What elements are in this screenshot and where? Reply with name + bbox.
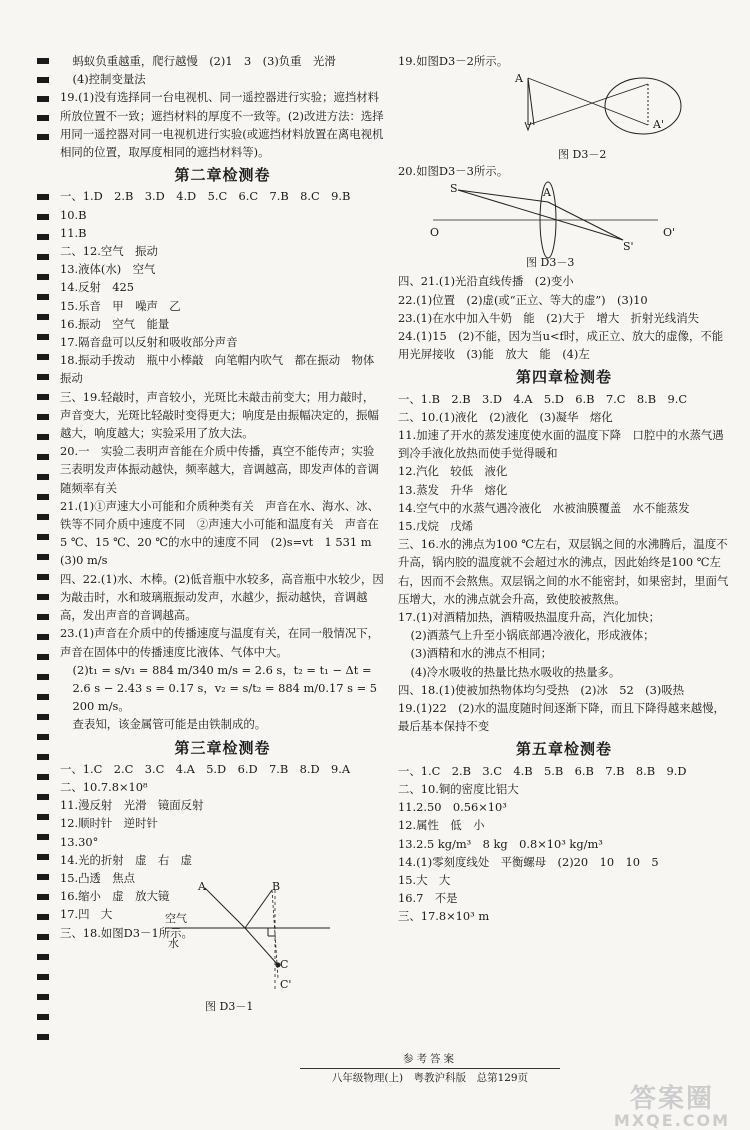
label-a: A: [198, 880, 206, 893]
answer-line: 15.乐音 甲 噪声 乙: [60, 298, 181, 313]
camera-diagram: [498, 70, 698, 142]
answer-line: 13.2.5 kg/m³ 8 kg 0.8×10³ kg/m³: [398, 836, 603, 851]
answer-line: 20.如图D3－3所示。: [398, 164, 509, 179]
answer-line: 16.缩小 虚 放大镜: [60, 889, 170, 904]
answer-line: 24.(1)15 (2)不能，因为当u<f时，成正立、放大的虚像，不能用光屏接收 (3)能 放大 能 (4)左: [398, 329, 724, 362]
label-a-prime: A': [653, 118, 664, 132]
answer-line: 11.2.50 0.56×10³: [398, 800, 507, 815]
answer-line: 三、19.轻敲时，声音较小，光斑比未敲击前变大；用力敲时，声音变大，光斑比轻敲时变得更大；响度是由振幅决定的，振幅越大，响度越大；实验采用了放大法。: [60, 389, 379, 441]
answer-line: 蚂蚁负重越重，爬行越慢 (2)1 3 (3)负重 光滑: [72, 54, 336, 68]
label-water: 水: [168, 937, 179, 950]
figure-d3-3: [398, 180, 730, 272]
chapter-heading: 第三章检测卷: [174, 738, 271, 757]
footer-title: 参考答案: [403, 1053, 457, 1065]
answer-line: (2)酒蒸气上升至小锅底部遇冷液化，形成液体；: [410, 628, 655, 643]
label-b: B: [272, 880, 281, 893]
chapter-heading: 第二章检测卷: [174, 166, 271, 185]
right-column: [398, 52, 730, 926]
answer-line: (3)酒精和水的沸点不相同；: [410, 646, 552, 661]
answer-line: 一、1.C 2.B 3.C 4.B 5.B 6.B 7.B 8.B 9.D: [398, 763, 687, 778]
answer-line: (4)控制变量法: [72, 72, 146, 87]
answer-line: 14.光的折射 虚 右 虚: [60, 852, 193, 867]
left-column: [60, 52, 385, 942]
label-s: S: [450, 182, 458, 196]
figure-d3-3-caption: 图 D3－3: [526, 256, 575, 270]
answer-line: 12.属性 低 小: [398, 818, 485, 833]
label-a: A: [515, 72, 523, 86]
answer-line: 16.7 不是: [398, 891, 458, 906]
chapter-heading: 第五章检测卷: [515, 740, 612, 759]
answer-line: 二、10.(1)液化 (2)液化 (3)凝华 熔化: [398, 409, 613, 424]
answer-line: 13.30°: [60, 834, 99, 849]
page-footer: [300, 1051, 560, 1085]
answer-line: 15.大 大: [398, 872, 451, 887]
answer-line: 二、10.铜的密度比铝大: [398, 781, 519, 796]
figure-d3-2-caption: 图 D3－2: [558, 148, 607, 162]
answer-line: 一、1.B 2.B 3.D 4.A 5.D 6.B 7.C 8.B 9.C: [398, 391, 688, 406]
answer-line: 11.漫反射 光滑 镜面反射: [60, 798, 204, 813]
answer-line: 三、17.8×10³ m: [398, 909, 490, 924]
answer-line: (4)冷水吸收的热量比热水吸收的热量多。: [410, 664, 621, 679]
figure-d3-1: [160, 880, 340, 1020]
label-s-prime: S': [623, 240, 634, 254]
answer-line: 三、18.如图D3－1所示。: [60, 925, 193, 940]
label-air: 空气: [165, 912, 187, 925]
answer-line: 三、16.水的沸点为100 ℃左右，双层锅之间的水沸腾后，温度不升高，锅内胶的温度就不会超过水的沸点，因此始终是100 ℃左右，因而不会熬焦。双层锅之间的水不能密封，如果密封，里面气压增大，水的沸点就会升高，致使胶被熬焦。: [398, 537, 729, 606]
answer-line: 15.戊烷 戊烯: [398, 519, 474, 534]
answer-line: 13.液体(水) 空气: [60, 262, 156, 277]
watermark: [602, 1078, 742, 1130]
answer-line: 19.(1)22 (2)水的温度随时间逐渐下降，而且下降得越来越慢，最后基本保持不变: [398, 701, 725, 734]
answer-line: 20.一 实验二表明声音能在介质中传播，真空不能传声；实验三表明发声体振动越快，频率越大，音调越高，即发声体的音调随频率有关: [60, 444, 379, 495]
answer-line: 12.顺时针 逆时针: [60, 816, 158, 831]
answer-line: 19.(1)没有选择同一台电视机、同一遥控器进行实验；遮挡材料所放位置不一致；遮挡材料的厚度不一致等。(2)改进方法：选择用同一遥控器对同一电视机进行实验(或遮挡材料放置在离电视机相同的位置，取厚度相同的遮挡材料等)。: [60, 90, 384, 160]
answer-line: 14.(1)零刻度线处 平衡螺母 (2)20 10 10 5: [398, 854, 659, 869]
label-a: A: [543, 186, 551, 200]
answer-line: 22.(1)位置 (2)虚(或“正立、等大的虚”) (3)10: [398, 292, 648, 307]
answer-line: 23.(1)在水中加入牛奶 能 (2)大于 增大 折射光线消失: [398, 310, 699, 325]
answer-line: 11.加速了开水的蒸发速度使水面的温度下降 口腔中的水蒸气遇到冷手液化放热而使手觉得暖和: [398, 428, 724, 461]
answer-line: 二、10.7.8×10⁸: [60, 779, 148, 794]
answer-line: 14.反射 425: [60, 280, 135, 295]
answer-line: 17.凹 大: [60, 907, 113, 922]
answer-line: 四、21.(1)光沿直线传播 (2)变小: [398, 274, 574, 289]
chapter-heading: 第四章检测卷: [515, 368, 612, 387]
answer-line: 12.汽化 较低 液化: [398, 464, 508, 479]
answer-line: 21.(1)①声速大小可能和介质种类有关 声音在水、海水、冰、铁等不同介质中速度不同 ②声速大小可能和温度有关 声音在5 ℃、15 ℃、20 ℃的水中的速度不同 (2)s=vt 1 531 m (3)0 m/s: [60, 498, 383, 568]
label-c-prime: C': [280, 978, 292, 991]
footer-info: 八年级物理(上) 粤教沪科版 总第129页: [300, 1068, 560, 1085]
answer-line: 23.(1)声音在介质中的传播速度与温度有关，在同一般情况下，声音在固体中的传播速度比液体、气体中大。: [60, 626, 380, 659]
answer-line: 17.(1)对酒精加热，酒精吸热温度升高，汽化加快；: [398, 610, 661, 625]
answer-line: 18.振动手拨动 瓶中小棒敲 向笔帽内吹气 都在振动 物体振动: [60, 353, 375, 386]
label-o-prime: O': [663, 226, 676, 240]
watermark-bottom: MXQE.COM: [613, 1111, 731, 1130]
answer-line: 17.隔音盘可以反射和吸收部分声音: [60, 335, 238, 350]
answer-line: 13.蒸发 升华 熔化: [398, 482, 508, 497]
answer-line: 16.振动 空气 能量: [60, 316, 170, 331]
answer-line: 一、1.C 2.C 3.C 4.A 5.D 6.D 7.B 8.D 9.A: [60, 761, 351, 776]
watermark-top: 答案圈: [629, 1084, 714, 1114]
answer-line: 11.B: [60, 225, 87, 240]
refraction-diagram: [160, 880, 340, 995]
answer-line: (2)t₁ = s/v₁ = 884 m/340 m/s = 2.6 s，t₂ = t₁ − Δt = 2.6 s − 2.43 s = 0.17 s，v₂ = s/t₂ = 884 m/0.17 s = 5 200 m/s。: [72, 662, 377, 714]
answer-line: 四、18.(1)使被加热物体均匀受热 (2)冰 52 (3)吸热: [398, 682, 685, 697]
answer-line: 四、22.(1)水、木棒。(2)低音瓶中水较多，高音瓶中水较少，因为敲击时，水和玻璃瓶振动发声，水越少，振动越快，音调越高，发出声音的音调越高。: [60, 571, 384, 623]
answer-line: 15.凸透 焦点: [60, 870, 136, 885]
label-o: O: [430, 226, 440, 240]
answer-line: 查表知，该金属管可能是由铁制成的。: [72, 717, 267, 732]
figure-d3-2: [398, 70, 730, 162]
answer-line: 14.空气中的水蒸气遇冷液化 水被油膜覆盖 水不能蒸发: [398, 500, 690, 515]
figure-d3-1-caption: 图 D3－1: [205, 1000, 254, 1013]
answer-line: 19.如图D3－2所示。: [398, 54, 509, 68]
answer-line: 二、12.空气 振动: [60, 244, 158, 259]
answer-line: 一、1.D 2.B 3.D 4.D 5.C 6.C 7.B 8.C 9.B 10.B: [60, 189, 362, 222]
label-c: C: [280, 958, 289, 971]
